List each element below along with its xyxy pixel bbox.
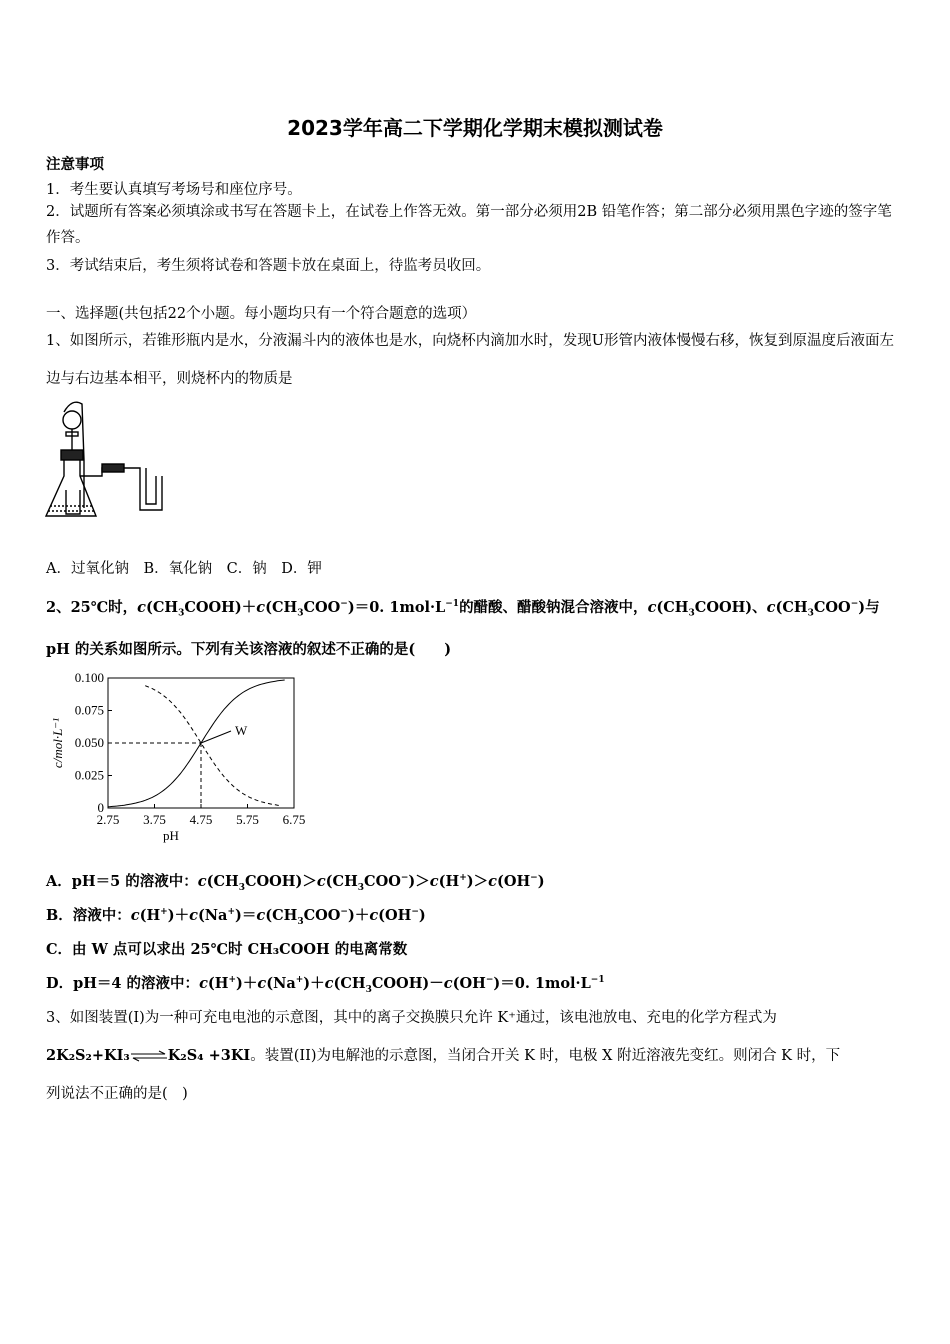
q3-line-1: 3、如图装置(I)为一种可充电电池的示意图，其中的离子交换膜只允许 K⁺通过，该电池放电、充电的化学方程式为 bbox=[46, 1010, 777, 1026]
ph-concentration-chart bbox=[46, 668, 306, 848]
w-pointer-line bbox=[201, 731, 231, 743]
x-tick-label: 5.75 bbox=[236, 812, 259, 827]
x-tick-label: 2.75 bbox=[96, 812, 120, 827]
q2-concentration: ＝0. 1mol·L bbox=[354, 598, 446, 616]
series-acetic-acid-line bbox=[145, 686, 280, 806]
series-acetate-line bbox=[108, 680, 285, 807]
y-tick-label: 0.025 bbox=[74, 767, 104, 783]
q3-equation-left: 2K₂S₂+KI₃ bbox=[46, 1047, 130, 1064]
w-point-label: W bbox=[235, 723, 248, 738]
y-axis-label: c/mol·L⁻¹ bbox=[50, 717, 65, 769]
notice-item-2: 2．试题所有答案必须填涂或书写在答题卡上，在试卷上作答无效。第一部分必须用2B 铅笔作答；第二部分必须用黑色字迹的签字笔作答。 bbox=[46, 204, 892, 246]
notice-heading: 注意事项 bbox=[46, 156, 104, 173]
notice-item-3: 3．考试结束后，考生须将试卷和答题卡放在桌面上，待监考员收回。 bbox=[46, 258, 491, 274]
q2-stem-intro: 2、25℃时， bbox=[46, 598, 138, 616]
q2-stem-middle: 的醋酸、醋酸钠混合溶液中， bbox=[459, 598, 648, 616]
q3-equation-right: K₂S₄ +3KI bbox=[167, 1047, 251, 1064]
q3-line-2 bbox=[46, 1044, 840, 1065]
x-tick-label: 4.75 bbox=[189, 812, 213, 827]
x-tick-label: 6.75 bbox=[282, 812, 306, 827]
q2-option-d-tail: ＝0. 1mol·L bbox=[500, 975, 591, 992]
q2-option-a: A．pH＝5 的溶液中：$c(CH_3COOH)>c(CH_3COO^-)>c(H^+)>c(OH^-)$ bbox=[46, 873, 545, 893]
q2-option-c: C．由 W 点可以求出 25℃时 CH₃COOH 的电离常数 bbox=[46, 941, 408, 958]
x-axis-label: pH bbox=[163, 828, 179, 843]
q2-stem-end: 与 pH 的关系如图所示。下列有关该溶液的叙述不正确的是( ) bbox=[46, 598, 880, 658]
flask-apparatus-figure bbox=[44, 398, 174, 522]
q2-option-a-label: A．pH＝5 的溶液中： bbox=[46, 873, 198, 890]
notice-item-1: 1．考生要认真填写考场号和座位序号。 bbox=[46, 182, 302, 198]
section-heading: 一、选择题(共包括22个小题。每小题均只有一个符合题意的选项） bbox=[46, 306, 477, 322]
y-tick-label: 0.050 bbox=[74, 735, 104, 750]
q2-option-b: B．溶液中：$c(H^+)+c(Na^+)=c(CH_3COO^-)+c(OH^-)$ bbox=[46, 907, 426, 927]
q1-options: A．过氧化钠 B．氧化钠 C．钠 D．钾 bbox=[46, 561, 322, 577]
q2-option-d-label: D．pH＝4 的溶液中： bbox=[46, 975, 200, 992]
q2-stem: 2、25℃时，$c(CH_3COOH)+c(CH_3COO^-)=0$. $1mol\cdot L^{-1}$的醋酸、醋酸钠混合溶液中，$c(CH_3COOH)$、$c(CH_3COO^-)$与 pH 的关系如图所示。下列有关该溶液的叙述不正确的是( ) bbox=[46, 598, 880, 658]
q1-stem: 1、如图所示，若锥形瓶内是水，分液漏斗内的液体也是水，向烧杯内滴加水时，发现U形管内液体慢慢右移，恢复到原温度后液面左边与右边基本相平，则烧杯内的物质是 bbox=[46, 333, 894, 387]
q3-line-3: 列说法不正确的是( ) bbox=[46, 1086, 188, 1102]
reversible-arrow-icon bbox=[130, 1050, 168, 1062]
x-tick-label: 3.75 bbox=[143, 812, 166, 827]
q2-option-b-label: B．溶液中： bbox=[46, 907, 131, 924]
page-title: 2023学年高二下学期化学期末模拟测试卷 bbox=[287, 116, 663, 140]
q2-option-d: D．pH＝4 的溶液中：$c(H^+)+c(Na^+)+c(CH_3COOH)-c(OH^-)=0$. $1mol\cdot L^{-1}$ bbox=[46, 975, 605, 995]
y-tick-label: 0.100 bbox=[74, 670, 104, 685]
y-tick-label: 0 bbox=[97, 800, 104, 815]
y-tick-label: 0.075 bbox=[74, 702, 104, 718]
q3-line-2-tail: 。装置(II)为电解池的示意图，当闭合开关 K 时，电极 X 附近溶液先变红。则闭合 K 时，下 bbox=[250, 1048, 841, 1064]
